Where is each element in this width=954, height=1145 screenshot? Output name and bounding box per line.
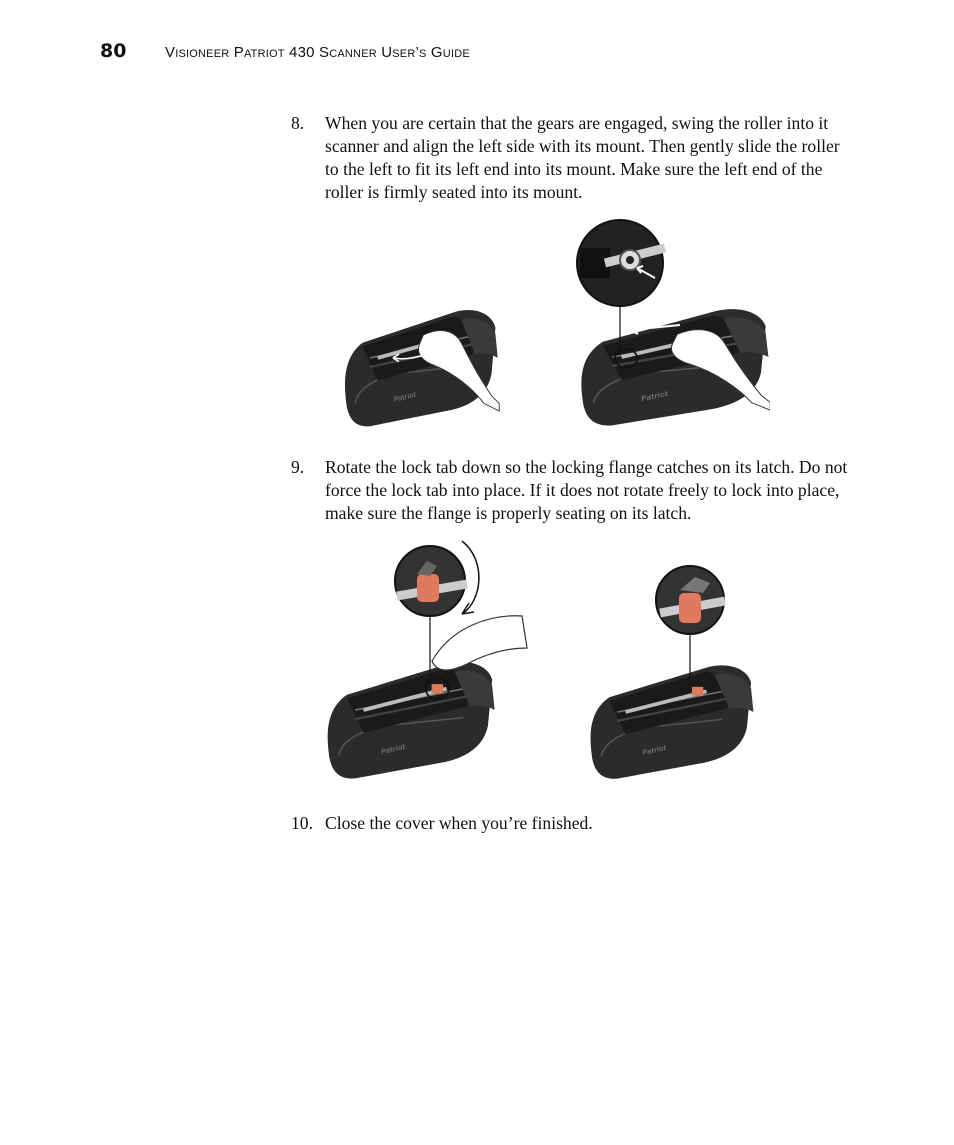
figure-slide-roller-into-left-mount bbox=[575, 218, 770, 428]
step-9 bbox=[291, 456, 861, 528]
step-number: 8. bbox=[291, 113, 305, 133]
page-number: 80 bbox=[100, 40, 127, 62]
running-title: Visioneer Patriot 430 Scanner User’s Guide bbox=[165, 44, 470, 61]
step-text: Close the cover when you’re finished. bbox=[325, 813, 593, 833]
figure-swing-roller-into-scanner bbox=[322, 282, 517, 430]
step-8 bbox=[291, 112, 861, 207]
figure-lock-tab-locked bbox=[585, 565, 755, 783]
step-10 bbox=[291, 812, 861, 838]
step-text: When you are certain that the gears are engaged, swing the roller into it scanner and align the left side with its mount. Then gently slide the roller to the left to fit its left end into its mount. Make sure the left end of the roller is firmly seated into its mount. bbox=[325, 113, 840, 202]
figure-rotate-lock-tab-down bbox=[322, 536, 532, 784]
step-number: 9. bbox=[291, 457, 305, 477]
step-number: 10. bbox=[291, 813, 313, 833]
step-text: Rotate the lock tab down so the locking flange catches on its latch. Do not force the lock tab into place. If it does not rotate freely to lock into place, make sure the flange is properly seating on its latch. bbox=[325, 457, 848, 523]
